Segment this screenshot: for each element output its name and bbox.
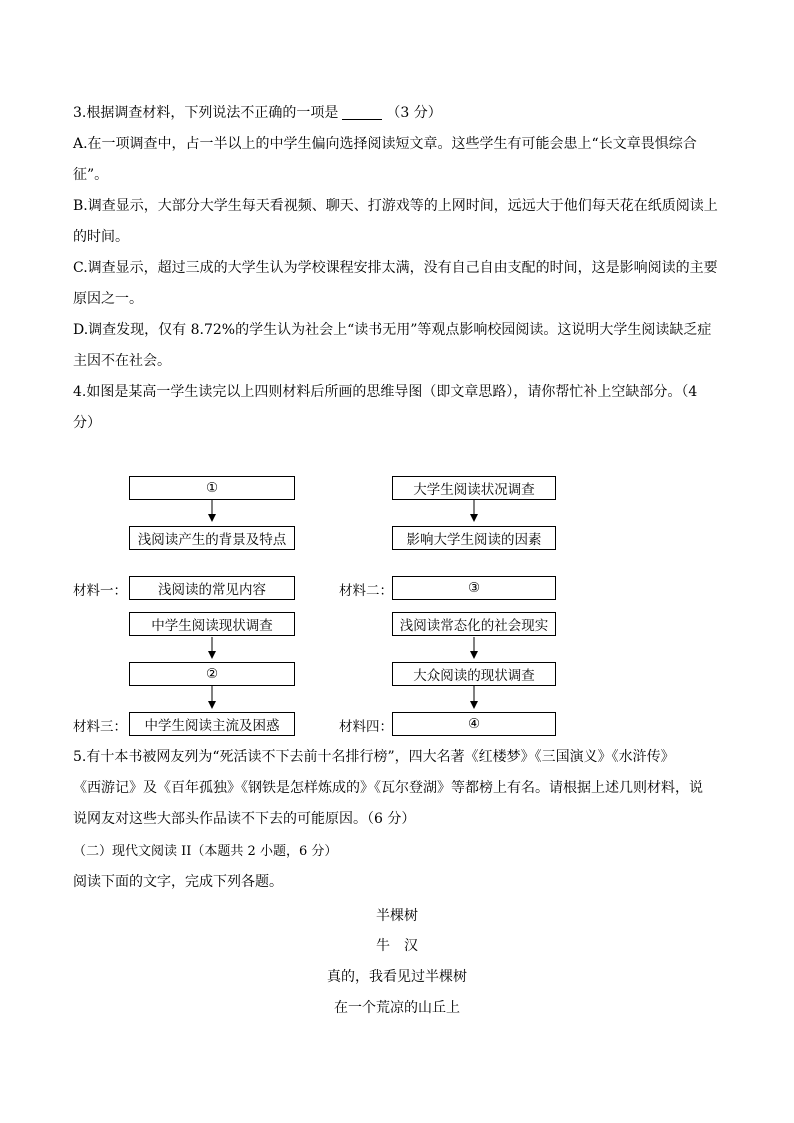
option-a-line2: 征”。: [73, 167, 109, 183]
map-right-box-3: ③: [392, 576, 556, 600]
map-left-box-6: 中学生阅读主流及困惑: [129, 712, 295, 736]
map-left-box-5: ②: [129, 662, 295, 686]
map-left-box-3: 浅阅读的常见内容: [129, 576, 295, 600]
map-right-box-5: 大众阅读的现状调查: [392, 662, 556, 686]
option-d-line1: D.调查发现，仅有 8.72%的学生认为社会上“读书无用”等观点影响校园阅读。这说明大学生阅读缺乏症: [73, 322, 712, 338]
poem-title: 半棵树: [376, 908, 418, 924]
option-c-line1: C.调查显示，超过三成的大学生认为学校课程安排太满，没有自己自由支配的时间，这是影响阅读的主要: [73, 260, 718, 276]
label-material-1: 材料一：: [73, 583, 127, 599]
map-left-box-2: 浅阅读产生的背景及特点: [129, 526, 295, 550]
reading-instruction: 阅读下面的文字，完成下列各题。: [73, 874, 283, 890]
question-5-line3: 说网友对这些大部头作品读不下去的可能原因。（6 分）: [73, 811, 416, 827]
question-3-score: （3 分）: [386, 105, 442, 121]
question-3-stem-text: 3.根据调查材料，下列说法不正确的一项是: [73, 105, 339, 121]
label-material-4: 材料四：: [339, 719, 393, 735]
question-5-line2: 《西游记》及《百年孤独》《钢铁是怎样炼成的》《瓦尔登湖》等都榜上有名。请根据上述几则材料，说: [73, 780, 703, 796]
map-right-box-2: 影响大学生阅读的因素: [392, 526, 556, 550]
question-5-line1: 5.有十本书被网友列为“死活读不下去前十名排行榜”，四大名著《红楼梦》《三国演义》《水浒传》: [73, 749, 675, 765]
poem-line-2: 在一个荒凉的山丘上: [334, 1000, 460, 1016]
option-b-line1: B.调查显示，大部分大学生每天看视频、聊天、打游戏等的上网时间，远远大于他们每天花在纸质阅读上: [73, 198, 718, 214]
map-right-box-1: 大学生阅读状况调查: [392, 476, 556, 500]
map-right-box-4: 浅阅读常态化的社会现实: [392, 612, 556, 636]
poem-author: 牛 汉: [376, 938, 418, 954]
section-heading: （二）现代文阅读 II（本题共 2 小题，6 分）: [73, 844, 338, 859]
map-left-box-1: ①: [129, 476, 295, 500]
poem-line-1: 真的，我看见过半棵树: [327, 969, 467, 985]
map-left-box-4: 中学生阅读现状调查: [129, 612, 295, 636]
question-4-line2: 分）: [73, 415, 101, 431]
option-c-line2: 原因之一。: [73, 291, 143, 307]
question-4-line1: 4.如图是某高一学生读完以上四则材料后所画的思维导图（即文章思路），请你帮忙补上空缺部分。（4: [73, 384, 698, 400]
option-a-line1: A.在一项调查中，占一半以上的中学生偏向选择阅读短文章。这些学生有可能会患上“长文章畏惧综合: [73, 136, 697, 152]
label-material-3: 材料三：: [73, 719, 127, 735]
label-material-2: 材料二：: [339, 583, 393, 599]
map-right-box-6: ④: [392, 712, 556, 736]
option-b-line2: 的时间。: [73, 229, 129, 245]
option-d-line2: 主因不在社会。: [73, 353, 171, 369]
